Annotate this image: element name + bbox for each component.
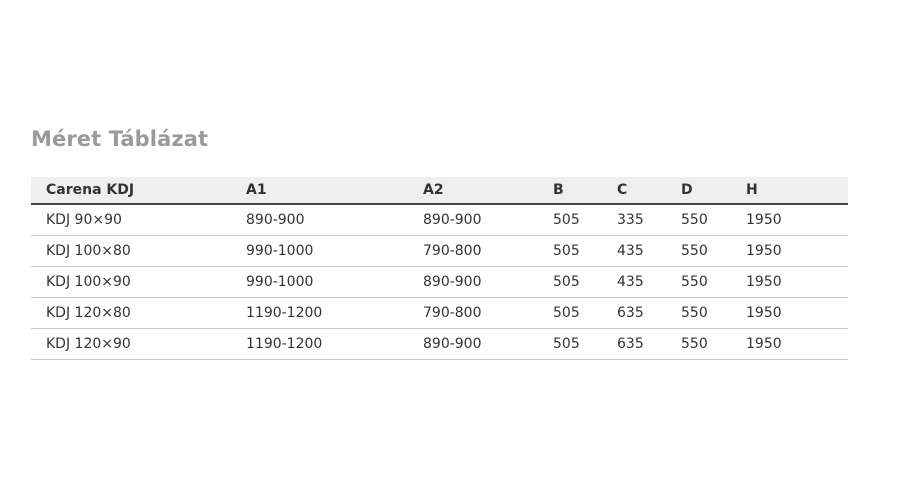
cell-a2: 790-800 xyxy=(423,298,553,329)
header-model: Carena KDJ xyxy=(31,177,246,204)
cell-b: 505 xyxy=(553,298,617,329)
header-c: C xyxy=(617,177,681,204)
cell-a2: 890-900 xyxy=(423,204,553,236)
size-table xyxy=(31,177,848,360)
cell-d: 550 xyxy=(681,204,746,236)
cell-c: 435 xyxy=(617,236,681,267)
cell-model: KDJ 120×90 xyxy=(31,329,246,360)
cell-b: 505 xyxy=(553,329,617,360)
cell-b: 505 xyxy=(553,267,617,298)
cell-a1: 990-1000 xyxy=(246,236,423,267)
page-title: Méret Táblázat xyxy=(31,127,209,151)
cell-h: 1950 xyxy=(746,236,848,267)
cell-a2: 890-900 xyxy=(423,329,553,360)
header-a2: A2 xyxy=(423,177,553,204)
cell-a1: 990-1000 xyxy=(246,267,423,298)
header-h: H xyxy=(746,177,848,204)
table-row xyxy=(31,329,848,360)
cell-a1: 890-900 xyxy=(246,204,423,236)
cell-model: KDJ 100×90 xyxy=(31,267,246,298)
cell-d: 550 xyxy=(681,298,746,329)
cell-h: 1950 xyxy=(746,298,848,329)
cell-a2: 790-800 xyxy=(423,236,553,267)
table-row xyxy=(31,204,848,236)
table-row xyxy=(31,236,848,267)
cell-b: 505 xyxy=(553,236,617,267)
cell-a2: 890-900 xyxy=(423,267,553,298)
cell-h: 1950 xyxy=(746,204,848,236)
table-row xyxy=(31,298,848,329)
header-b: B xyxy=(553,177,617,204)
cell-h: 1950 xyxy=(746,267,848,298)
table-header-row xyxy=(31,177,848,204)
cell-a1: 1190-1200 xyxy=(246,298,423,329)
header-d: D xyxy=(681,177,746,204)
cell-a1: 1190-1200 xyxy=(246,329,423,360)
cell-c: 635 xyxy=(617,329,681,360)
cell-c: 435 xyxy=(617,267,681,298)
table-row xyxy=(31,267,848,298)
cell-c: 335 xyxy=(617,204,681,236)
cell-c: 635 xyxy=(617,298,681,329)
cell-d: 550 xyxy=(681,236,746,267)
cell-model: KDJ 90×90 xyxy=(31,204,246,236)
header-a1: A1 xyxy=(246,177,423,204)
cell-h: 1950 xyxy=(746,329,848,360)
cell-d: 550 xyxy=(681,267,746,298)
cell-model: KDJ 120×80 xyxy=(31,298,246,329)
cell-b: 505 xyxy=(553,204,617,236)
cell-model: KDJ 100×80 xyxy=(31,236,246,267)
cell-d: 550 xyxy=(681,329,746,360)
